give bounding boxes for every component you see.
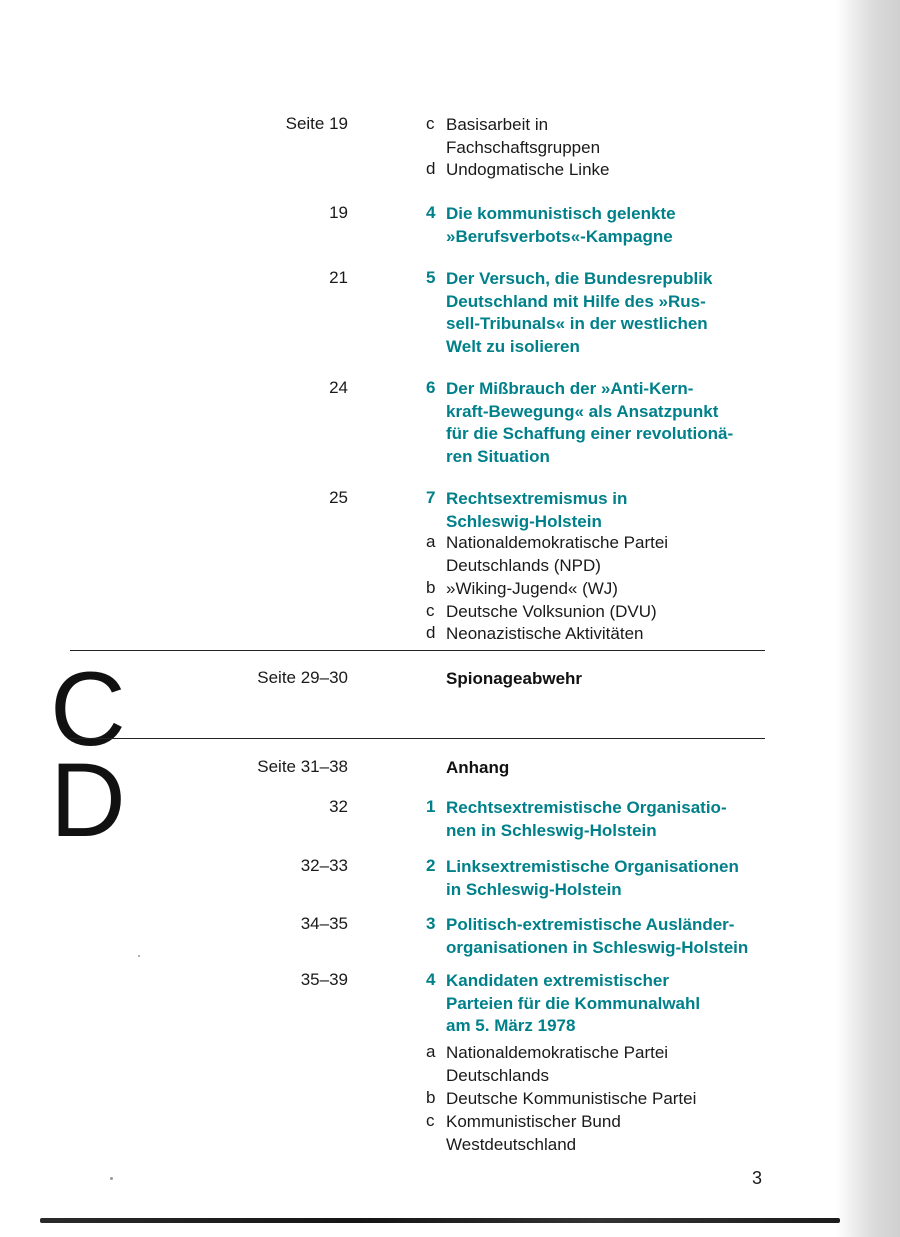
speck bbox=[138, 955, 140, 957]
section-c-letter: C bbox=[50, 651, 126, 768]
toc-b-item-marker: 7 bbox=[426, 488, 436, 507]
toc-b-item-text: Rechtsextremismus in bbox=[446, 489, 628, 508]
section-d-page: Seite 31–38 bbox=[257, 757, 348, 776]
toc-d-page-ref: 32 bbox=[329, 797, 348, 816]
toc-d-item-marker: 2 bbox=[426, 856, 436, 875]
toc-d-item-text: Linksextremistische Organisationen bbox=[446, 857, 739, 876]
section-c-title: Spionageabwehr bbox=[446, 669, 583, 688]
toc-b-item-text: Deutsche Volksunion (DVU) bbox=[446, 602, 657, 621]
toc-b-item-text: Schleswig-Holstein bbox=[446, 511, 602, 531]
toc-b-item-text: Deutschlands (NPD) bbox=[446, 555, 601, 575]
toc-d-item-text: Rechtsextremistische Organisatio- bbox=[446, 798, 727, 817]
toc-b-item-text: Undogmatische Linke bbox=[446, 160, 610, 179]
toc-b-item-text: Der Mißbrauch der »Anti-Kern- bbox=[446, 379, 694, 398]
toc-b-item-marker: 5 bbox=[426, 268, 436, 287]
toc-d-item-text: Kommunistischer Bund bbox=[446, 1112, 621, 1131]
toc-b-item-text: Die kommunistisch gelenkte bbox=[446, 204, 676, 223]
toc-d-page-ref: 35–39 bbox=[300, 970, 348, 989]
toc-b-item-marker: d bbox=[426, 159, 436, 178]
toc-b-item-marker: 4 bbox=[426, 203, 436, 222]
section-d-divider bbox=[70, 738, 765, 739]
toc-d-item-text: Parteien für die Kommunalwahl bbox=[446, 993, 701, 1013]
toc-d-item-marker: 3 bbox=[426, 914, 436, 933]
toc-b-page-ref: 24 bbox=[329, 378, 348, 397]
toc-b-item-text: Neonazistische Aktivitäten bbox=[446, 624, 644, 643]
toc-d-page-ref: 34–35 bbox=[300, 914, 348, 933]
section-d-letter: D bbox=[50, 742, 126, 859]
page-number: 3 bbox=[752, 1168, 763, 1188]
toc-b-item-text: Der Versuch, die Bundesrepublik bbox=[446, 269, 713, 288]
toc-b-item-text: Fachschaftsgruppen bbox=[446, 137, 601, 157]
toc-b-item-text: Nationaldemokratische Partei bbox=[446, 533, 669, 552]
toc-b-item-text: Basisarbeit in bbox=[446, 115, 549, 134]
toc-d-item-marker: a bbox=[426, 1042, 436, 1061]
toc-d-item-text: Nationaldemokratische Partei bbox=[446, 1043, 669, 1062]
toc-d-item-text: Deutsche Kommunistische Partei bbox=[446, 1089, 697, 1108]
speck bbox=[110, 1177, 113, 1180]
toc-d-item-text: Kandidaten extremistischer bbox=[446, 971, 669, 990]
toc-b-item-text: für die Schaffung einer revolutionä- bbox=[446, 424, 734, 443]
toc-b-page-ref: 19 bbox=[329, 203, 348, 222]
section-c-divider bbox=[70, 650, 765, 651]
toc-b-item-text: Deutschland mit Hilfe des »Rus- bbox=[446, 291, 706, 311]
toc-b-item-text: Welt zu isolieren bbox=[446, 336, 580, 356]
toc-b-page-ref: Seite 19 bbox=[285, 114, 348, 133]
toc-d-item-text: organisationen in Schleswig-Holstein bbox=[446, 937, 749, 957]
toc-d-item-text: Westdeutschland bbox=[446, 1134, 577, 1154]
toc-b-item-marker: b bbox=[426, 578, 436, 597]
toc-b-item-marker: 6 bbox=[426, 378, 436, 397]
toc-b-item-text: sell-Tribunals« in der westlichen bbox=[446, 314, 708, 333]
toc-b-page-ref: 21 bbox=[329, 268, 348, 287]
section-d-title: Anhang bbox=[446, 758, 510, 777]
toc-d-item-text: nen in Schleswig-Holstein bbox=[446, 820, 657, 840]
toc-d-item-text: Deutschlands bbox=[446, 1065, 550, 1085]
section-c-page: Seite 29–30 bbox=[257, 668, 348, 687]
toc-d-item-marker: 4 bbox=[426, 970, 436, 989]
toc-d-item-text: in Schleswig-Holstein bbox=[446, 879, 622, 899]
toc-b-item-marker: c bbox=[426, 114, 435, 133]
toc-d-page-ref: 32–33 bbox=[300, 856, 348, 875]
toc-b-item-marker: c bbox=[426, 601, 435, 620]
toc-b-item-text: »Berufsverbots«-Kampagne bbox=[446, 226, 673, 246]
toc-b-item-text: »Wiking-Jugend« (WJ) bbox=[446, 579, 618, 598]
toc-b-item-marker: a bbox=[426, 532, 436, 551]
toc-d-item-marker: 1 bbox=[426, 797, 436, 816]
toc-d-item-marker: c bbox=[426, 1111, 435, 1130]
toc-b-item-text: kraft-Bewegung« als Ansatzpunkt bbox=[446, 401, 719, 421]
page-edge-shadow bbox=[836, 0, 900, 1237]
toc-d-item-text: am 5. März 1978 bbox=[446, 1016, 576, 1035]
toc-b-item-marker: d bbox=[426, 623, 436, 642]
toc-d-item-text: Politisch-extremistische Ausländer- bbox=[446, 915, 735, 934]
toc-b-page-ref: 25 bbox=[329, 488, 348, 507]
bottom-edge bbox=[40, 1218, 840, 1223]
toc-b-item-text: ren Situation bbox=[446, 446, 550, 466]
toc-d-item-marker: b bbox=[426, 1088, 436, 1107]
